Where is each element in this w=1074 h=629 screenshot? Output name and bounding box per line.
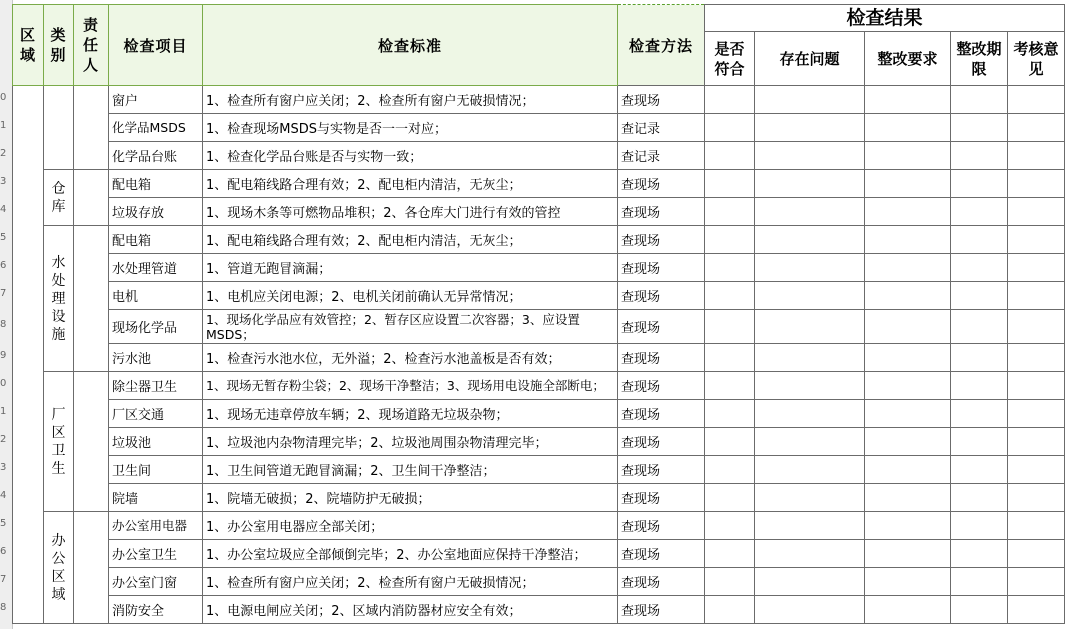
standard-cell[interactable]: 1、现场化学品应有效管控；2、暂存区应设置二次容器；3、应设置MSDS； <box>203 310 618 344</box>
table-row <box>13 170 1065 198</box>
item-cell[interactable]: 消防安全 <box>109 596 203 624</box>
result-cell[interactable] <box>705 372 755 400</box>
result-cell[interactable] <box>705 142 755 170</box>
result-cell[interactable] <box>705 568 755 596</box>
row-number[interactable]: 4 <box>0 204 7 215</box>
result-cell[interactable] <box>1008 198 1065 226</box>
table-row <box>13 540 1065 568</box>
row-number[interactable]: 7 <box>0 288 7 299</box>
standard-cell[interactable]: 1、管道无跑冒滴漏； <box>203 254 618 282</box>
result-cell[interactable] <box>755 114 865 142</box>
standard-cell[interactable]: 1、现场无违章停放车辆；2、现场道路无垃圾杂物； <box>203 400 618 428</box>
header-opinion[interactable]: 考核意见 <box>1008 32 1065 86</box>
category-cell[interactable]: 水处理设施 <box>44 226 74 372</box>
row-number[interactable]: 0 <box>0 92 7 103</box>
standard-cell[interactable]: 1、垃圾池内杂物清理完毕；2、垃圾池周围杂物清理完毕； <box>203 428 618 456</box>
item-cell[interactable]: 办公室用电器 <box>109 512 203 540</box>
result-cell[interactable] <box>951 226 1008 254</box>
row-number[interactable]: 2 <box>0 148 7 159</box>
header-method[interactable]: 检查方法 <box>618 5 705 86</box>
result-cell[interactable] <box>705 254 755 282</box>
item-cell[interactable]: 院墙 <box>109 484 203 512</box>
area-cell[interactable] <box>13 86 44 624</box>
method-cell[interactable]: 查现场 <box>618 198 705 226</box>
result-cell[interactable] <box>1008 568 1065 596</box>
result-cell[interactable] <box>865 114 951 142</box>
result-cell[interactable] <box>951 596 1008 624</box>
result-cell[interactable] <box>1008 428 1065 456</box>
result-cell[interactable] <box>1008 484 1065 512</box>
header-result[interactable]: 检查结果 <box>705 5 1065 32</box>
result-cell[interactable] <box>705 114 755 142</box>
result-cell[interactable] <box>705 540 755 568</box>
row-number[interactable]: 5 <box>0 232 7 243</box>
category-cell[interactable] <box>44 86 74 170</box>
standard-cell[interactable]: 1、配电箱线路合理有效；2、配电柜内清洁，无灰尘； <box>203 226 618 254</box>
result-cell[interactable] <box>705 596 755 624</box>
row-number[interactable]: 7 <box>0 574 7 585</box>
method-cell[interactable]: 查现场 <box>618 282 705 310</box>
result-cell[interactable] <box>1008 512 1065 540</box>
method-cell[interactable]: 查现场 <box>618 344 705 372</box>
result-cell[interactable] <box>951 344 1008 372</box>
result-cell[interactable] <box>951 282 1008 310</box>
table-row <box>13 596 1065 624</box>
table-row <box>13 568 1065 596</box>
result-cell[interactable] <box>705 484 755 512</box>
result-cell[interactable] <box>1008 114 1065 142</box>
item-cell[interactable]: 除尘器卫生 <box>109 372 203 400</box>
table-row <box>13 198 1065 226</box>
result-cell[interactable] <box>1008 540 1065 568</box>
result-cell[interactable] <box>1008 170 1065 198</box>
item-cell[interactable]: 配电箱 <box>109 170 203 198</box>
result-cell[interactable] <box>705 86 755 114</box>
result-cell[interactable] <box>1008 226 1065 254</box>
table-row <box>13 400 1065 428</box>
result-cell[interactable] <box>755 596 865 624</box>
result-cell[interactable] <box>865 596 951 624</box>
result-cell[interactable] <box>705 198 755 226</box>
table-row <box>13 512 1065 540</box>
result-cell[interactable] <box>1008 456 1065 484</box>
standard-cell[interactable]: 1、配电箱线路合理有效；2、配电柜内清洁，无灰尘； <box>203 170 618 198</box>
result-cell[interactable] <box>1008 596 1065 624</box>
header-category[interactable]: 类别 <box>44 5 74 86</box>
table-row <box>13 142 1065 170</box>
result-cell[interactable] <box>755 170 865 198</box>
method-cell[interactable]: 查记录 <box>618 142 705 170</box>
result-cell[interactable] <box>951 540 1008 568</box>
row-number[interactable]: 4 <box>0 490 7 501</box>
owner-cell[interactable] <box>74 512 109 624</box>
item-cell[interactable]: 水处理管道 <box>109 254 203 282</box>
row-number[interactable]: 6 <box>0 546 7 557</box>
table-row <box>13 456 1065 484</box>
table-row <box>13 310 1065 344</box>
result-cell[interactable] <box>755 372 865 400</box>
owner-cell[interactable] <box>74 170 109 226</box>
result-cell[interactable] <box>755 540 865 568</box>
standard-cell[interactable]: 1、办公室用电器应全部关闭； <box>203 512 618 540</box>
result-cell[interactable] <box>951 568 1008 596</box>
row-number[interactable]: 5 <box>0 518 7 529</box>
result-cell[interactable] <box>951 114 1008 142</box>
item-cell[interactable]: 垃圾池 <box>109 428 203 456</box>
method-cell[interactable]: 查现场 <box>618 372 705 400</box>
result-cell[interactable] <box>755 86 865 114</box>
item-cell[interactable]: 办公室卫生 <box>109 540 203 568</box>
result-cell[interactable] <box>951 198 1008 226</box>
result-cell[interactable] <box>865 428 951 456</box>
table-row <box>13 254 1065 282</box>
result-cell[interactable] <box>865 540 951 568</box>
item-cell[interactable]: 污水池 <box>109 344 203 372</box>
item-cell[interactable]: 配电箱 <box>109 226 203 254</box>
method-cell[interactable]: 查现场 <box>618 428 705 456</box>
row-number[interactable]: 1 <box>0 406 7 417</box>
header-problems[interactable]: 存在问题 <box>755 32 865 86</box>
result-cell[interactable] <box>1008 310 1065 344</box>
result-cell[interactable] <box>755 456 865 484</box>
result-cell[interactable] <box>951 254 1008 282</box>
standard-cell[interactable]: 1、检查所有窗户应关闭；2、检查所有窗户无破损情况； <box>203 86 618 114</box>
method-cell[interactable]: 查现场 <box>618 254 705 282</box>
method-cell[interactable]: 查现场 <box>618 310 705 344</box>
standard-cell[interactable]: 1、现场无暂存粉尘袋；2、现场干净整洁；3、现场用电设施全部断电； <box>203 372 618 400</box>
result-cell[interactable] <box>755 568 865 596</box>
result-cell[interactable] <box>951 400 1008 428</box>
method-cell[interactable]: 查现场 <box>618 170 705 198</box>
table-row <box>13 86 1065 114</box>
result-cell[interactable] <box>755 254 865 282</box>
category-cell[interactable]: 办公区域 <box>44 512 74 624</box>
result-cell[interactable] <box>705 456 755 484</box>
inspection-table <box>12 4 1065 624</box>
result-cell[interactable] <box>951 428 1008 456</box>
result-cell[interactable] <box>705 400 755 428</box>
owner-cell[interactable] <box>74 372 109 512</box>
row-number[interactable]: 1 <box>0 120 7 131</box>
header-rectify[interactable]: 整改要求 <box>865 32 951 86</box>
standard-cell[interactable]: 1、办公室垃圾应全部倾倒完毕；2、办公室地面应保持干净整洁； <box>203 540 618 568</box>
row-number[interactable]: 3 <box>0 462 7 473</box>
category-cell[interactable]: 仓库 <box>44 170 74 226</box>
table-row <box>13 428 1065 456</box>
standard-cell[interactable]: 1、卫生间管道无跑冒滴漏；2、卫生间干净整洁； <box>203 456 618 484</box>
row-number[interactable]: 8 <box>0 319 7 330</box>
result-cell[interactable] <box>951 512 1008 540</box>
result-cell[interactable] <box>705 310 755 344</box>
method-cell[interactable]: 查现场 <box>618 568 705 596</box>
result-cell[interactable] <box>1008 142 1065 170</box>
result-cell[interactable] <box>951 484 1008 512</box>
owner-cell[interactable] <box>74 226 109 372</box>
row-number[interactable]: 6 <box>0 260 7 271</box>
item-cell[interactable]: 现场化学品 <box>109 310 203 344</box>
result-cell[interactable] <box>705 428 755 456</box>
standard-cell[interactable]: 1、现场木条等可燃物品堆积；2、各仓库大门进行有效的管控 <box>203 198 618 226</box>
method-cell[interactable]: 查现场 <box>618 540 705 568</box>
standard-cell[interactable]: 1、电机应关闭电源；2、电机关闭前确认无异常情况； <box>203 282 618 310</box>
table-row <box>13 114 1065 142</box>
standard-cell[interactable]: 1、院墙无破损；2、院墙防护无破损； <box>203 484 618 512</box>
item-cell[interactable]: 办公室门窗 <box>109 568 203 596</box>
result-cell[interactable] <box>755 428 865 456</box>
result-cell[interactable] <box>755 310 865 344</box>
result-cell[interactable] <box>1008 86 1065 114</box>
item-cell[interactable]: 化学品台账 <box>109 142 203 170</box>
item-cell[interactable]: 垃圾存放 <box>109 198 203 226</box>
row-number[interactable]: 3 <box>0 176 7 187</box>
result-cell[interactable] <box>951 86 1008 114</box>
result-cell[interactable] <box>951 372 1008 400</box>
result-cell[interactable] <box>865 142 951 170</box>
header-item[interactable]: 检查项目 <box>109 5 203 86</box>
result-cell[interactable] <box>705 344 755 372</box>
result-cell[interactable] <box>865 568 951 596</box>
result-cell[interactable] <box>705 170 755 198</box>
item-cell[interactable]: 卫生间 <box>109 456 203 484</box>
method-cell[interactable]: 查记录 <box>618 114 705 142</box>
table-row <box>13 344 1065 372</box>
item-cell[interactable]: 电机 <box>109 282 203 310</box>
result-cell[interactable] <box>865 456 951 484</box>
header-area[interactable]: 区域 <box>13 5 44 86</box>
category-cell[interactable]: 厂区卫生 <box>44 372 74 512</box>
result-cell[interactable] <box>1008 254 1065 282</box>
method-cell[interactable]: 查现场 <box>618 226 705 254</box>
standard-cell[interactable]: 1、检查现场MSDS与实物是否一一对应； <box>203 114 618 142</box>
standard-cell[interactable]: 1、检查所有窗户应关闭；2、检查所有窗户无破损情况； <box>203 568 618 596</box>
result-cell[interactable] <box>951 170 1008 198</box>
result-cell[interactable] <box>865 512 951 540</box>
method-cell[interactable]: 查现场 <box>618 596 705 624</box>
table-row <box>13 226 1065 254</box>
result-cell[interactable] <box>865 484 951 512</box>
item-cell[interactable]: 厂区交通 <box>109 400 203 428</box>
header-compliant[interactable]: 是否符合 <box>705 32 755 86</box>
result-cell[interactable] <box>705 226 755 254</box>
result-cell[interactable] <box>865 86 951 114</box>
header-owner[interactable]: 责任人 <box>74 5 109 86</box>
result-cell[interactable] <box>865 400 951 428</box>
result-cell[interactable] <box>755 400 865 428</box>
result-cell[interactable] <box>1008 372 1065 400</box>
row-number[interactable]: 2 <box>0 434 7 445</box>
owner-cell[interactable] <box>74 86 109 170</box>
result-cell[interactable] <box>951 142 1008 170</box>
standard-cell[interactable]: 1、检查污水池水位，无外溢；2、检查污水池盖板是否有效； <box>203 344 618 372</box>
row-number[interactable]: 8 <box>0 602 7 613</box>
result-cell[interactable] <box>865 170 951 198</box>
result-cell[interactable] <box>865 282 951 310</box>
result-cell[interactable] <box>755 226 865 254</box>
header-row <box>13 5 1065 32</box>
result-cell[interactable] <box>865 198 951 226</box>
method-cell[interactable]: 查现场 <box>618 86 705 114</box>
result-cell[interactable] <box>865 372 951 400</box>
method-cell[interactable]: 查现场 <box>618 512 705 540</box>
result-cell[interactable] <box>755 512 865 540</box>
method-cell[interactable]: 查现场 <box>618 400 705 428</box>
standard-cell[interactable]: 1、电源电闸应关闭；2、区域内消防器材应安全有效； <box>203 596 618 624</box>
header-standard[interactable]: 检查标准 <box>203 5 618 86</box>
table-row <box>13 282 1065 310</box>
table-row <box>13 484 1065 512</box>
result-cell[interactable] <box>865 226 951 254</box>
result-cell[interactable] <box>1008 282 1065 310</box>
item-cell[interactable]: 窗户 <box>109 86 203 114</box>
item-cell[interactable]: 化学品MSDS <box>109 114 203 142</box>
result-cell[interactable] <box>705 282 755 310</box>
result-cell[interactable] <box>865 310 951 344</box>
result-cell[interactable] <box>1008 400 1065 428</box>
method-cell[interactable]: 查现场 <box>618 484 705 512</box>
table-row <box>13 372 1065 400</box>
result-cell[interactable] <box>755 282 865 310</box>
result-cell[interactable] <box>951 310 1008 344</box>
result-cell[interactable] <box>951 456 1008 484</box>
result-cell[interactable] <box>755 484 865 512</box>
result-cell[interactable] <box>865 254 951 282</box>
result-cell[interactable] <box>1008 344 1065 372</box>
result-cell[interactable] <box>705 512 755 540</box>
result-cell[interactable] <box>755 198 865 226</box>
result-cell[interactable] <box>755 142 865 170</box>
result-cell[interactable] <box>755 344 865 372</box>
row-number[interactable]: 0 <box>0 378 7 389</box>
result-cell[interactable] <box>865 344 951 372</box>
method-cell[interactable]: 查现场 <box>618 456 705 484</box>
header-deadline[interactable]: 整改期限 <box>951 32 1008 86</box>
standard-cell[interactable]: 1、检查化学品台账是否与实物一致； <box>203 142 618 170</box>
row-number[interactable]: 9 <box>0 350 7 361</box>
